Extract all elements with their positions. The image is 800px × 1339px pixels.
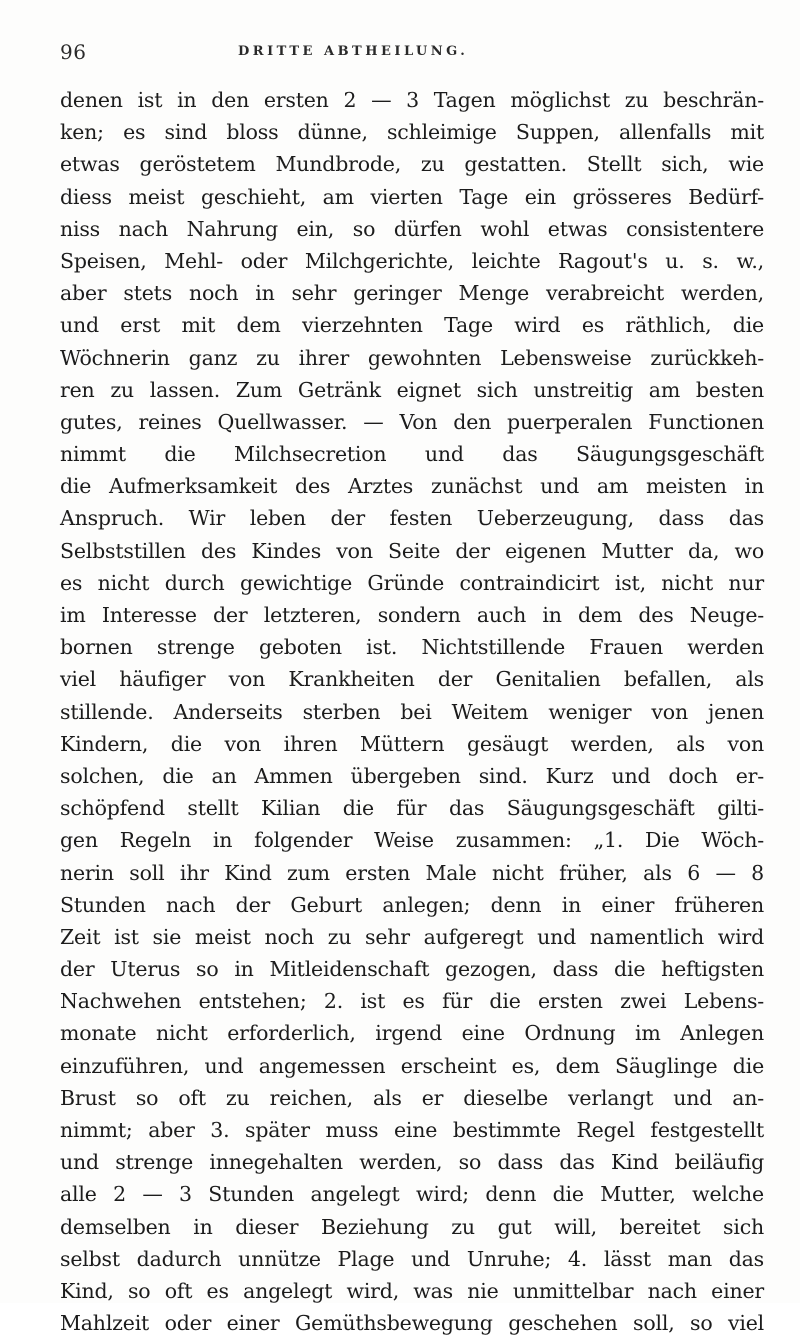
- text-line: und erst mit dem vierzehnten Tage wird es räthlich, die: [60, 313, 764, 338]
- text-line: es nicht durch gewichtige Gründe contraindicirt ist, nicht nur: [60, 570, 764, 595]
- text-line: Kindern, die von ihren Müttern gesäugt werden, als von: [60, 731, 764, 756]
- text-line: nerin soll ihr Kind zum ersten Male nicht früher, als 6 — 8: [60, 860, 764, 885]
- text-line: der Uterus so in Mitleidenschaft gezogen, dass die heftigsten: [60, 957, 764, 982]
- text-line: aber stets noch in sehr geringer Menge verabreicht werden,: [60, 281, 764, 306]
- text-line: bornen strenge geboten ist. Nichtstillende Frauen werden: [60, 635, 764, 660]
- text-line: gutes, reines Quellwasser. — Von den puerperalen Functionen: [60, 409, 764, 434]
- text-line: einzuführen, und angemessen erscheint es, dem Säuglinge die: [60, 1053, 764, 1078]
- text-line: und strenge innegehalten werden, so dass das Kind beiläufig: [60, 1150, 764, 1175]
- text-line: Zeit ist sie meist noch zu sehr aufgeregt und namentlich wird: [60, 924, 764, 949]
- body-text: [60, 84, 764, 1339]
- text-line: solchen, die an Ammen übergeben sind. Kurz und doch er-: [60, 763, 764, 788]
- text-line: ren zu lassen. Zum Getränk eignet sich unstreitig am besten: [60, 377, 764, 402]
- text-line: Mahlzeit oder einer Gemüthsbewegung geschehen soll, so viel: [60, 1311, 764, 1336]
- text-line: Speisen, Mehl- oder Milchgerichte, leichte Ragout's u. s. w.,: [60, 248, 764, 273]
- text-line: schöpfend stellt Kilian die für das Säugungsgeschäft gilti-: [60, 796, 764, 821]
- text-line: etwas geröstetem Mundbrode, zu gestatten. Stellt sich, wie: [60, 152, 764, 177]
- text-line: Brust so oft zu reichen, als er dieselbe verlangt und an-: [60, 1085, 764, 1110]
- text-line: die Aufmerksamkeit des Arztes zunächst und am meisten in: [60, 474, 764, 499]
- text-line: stillende. Anderseits sterben bei Weitem weniger von jenen: [60, 699, 764, 724]
- text-line: Nachwehen entstehen; 2. ist es für die ersten zwei Lebens-: [60, 989, 764, 1014]
- text-line: denen ist in den ersten 2 — 3 Tagen möglichst zu beschrän-: [60, 88, 764, 112]
- text-line: diess meist geschieht, am vierten Tage ein grösseres Bedürf-: [60, 184, 764, 209]
- text-line: viel häufiger von Krankheiten der Genitalien befallen, als: [60, 667, 764, 692]
- text-line: im Interesse der letzteren, sondern auch in dem des Neuge-: [60, 603, 764, 627]
- text-line: monate nicht erforderlich, irgend eine Ordnung im Anlegen: [60, 1021, 764, 1046]
- text-line: nimmt; aber 3. später muss eine bestimmte Regel festgestellt: [60, 1118, 764, 1142]
- text-line: demselben in dieser Beziehung zu gut will, bereitet sich: [60, 1214, 764, 1239]
- text-line: gen Regeln in folgender Weise zusammen: „1. Die Wöch-: [60, 828, 764, 853]
- text-line: Anspruch. Wir leben der festen Ueberzeugung, dass das: [60, 506, 764, 531]
- page-header: [60, 40, 800, 66]
- text-line: nimmt die Milchsecretion und das Säugungsgeschäft: [60, 442, 764, 467]
- page-number: 96: [60, 40, 87, 64]
- text-line: Wöchnerin ganz zu ihrer gewohnten Lebensweise zurückkeh-: [60, 345, 764, 370]
- text-line: niss nach Nahrung ein, so dürfen wohl etwas consistentere: [60, 216, 764, 241]
- running-head: DRITTE ABTHEILUNG.: [238, 44, 469, 59]
- text-line: Kind, so oft es angelegt wird, was nie unmittelbar nach einer: [60, 1278, 764, 1303]
- text-line: alle 2 — 3 Stunden angelegt wird; denn die Mutter, welche: [60, 1182, 764, 1207]
- text-line: ken; es sind bloss dünne, schleimige Suppen, allenfalls mit: [60, 120, 764, 145]
- text-line: selbst dadurch unnütze Plage und Unruhe; 4. lässt man das: [60, 1246, 764, 1271]
- text-line: Stunden nach der Geburt anlegen; denn in einer früheren: [60, 892, 764, 917]
- text-line: Selbststillen des Kindes von Seite der eigenen Mutter da, wo: [60, 538, 764, 563]
